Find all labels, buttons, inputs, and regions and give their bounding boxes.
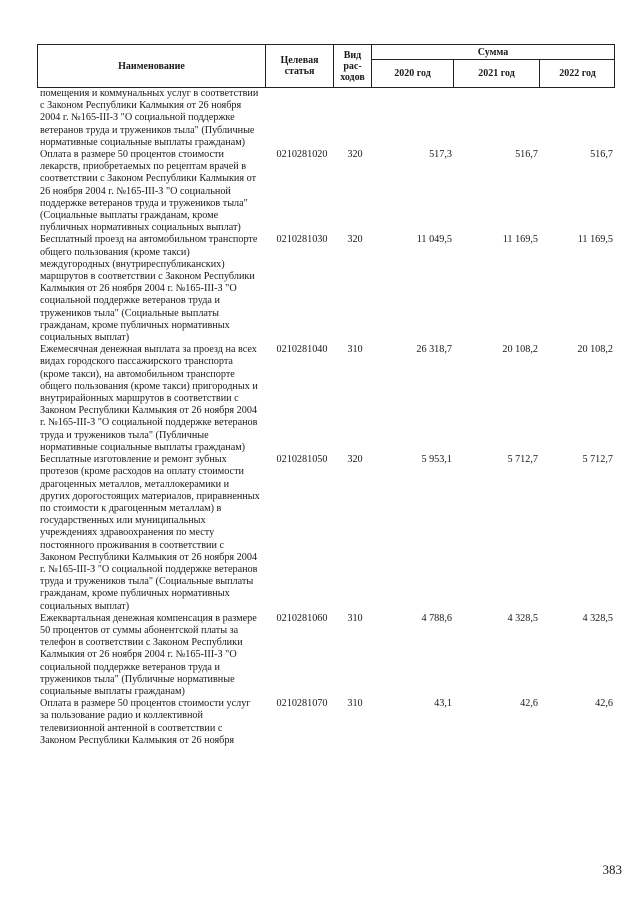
row-code: 0210281030	[276, 234, 328, 246]
row-code: 0210281020	[276, 149, 328, 161]
row-value-2020: 43,1	[434, 698, 452, 710]
row-value-2021: 42,6	[520, 698, 538, 710]
header-year-2022: 2022 год	[559, 67, 596, 79]
row-code: 0210281070	[276, 698, 328, 710]
row-value-2022: 516,7	[590, 149, 613, 161]
row-value-2020: 517,3	[429, 149, 452, 161]
row-name: Ежемесячная денежная выплата за проезд на всех видах городского пассажирского транспорта (кроме такси), на автомобильном транспорте общего пользования (кроме такси) пригородных и внутрирайонных маршрутов в соответствии с Законом Республики Калмыкия от 26 ноября 2004 г. №165-III-З "О социальной поддержке ветеранов труда и тружеников тыла" (Публичные нормативные социальные выплаты гражданам)	[40, 344, 258, 453]
row-name: Оплата в размере 50 процентов стоимости услуг за пользование радио и коллективной телевизионной антенной в соответствии с Законом Республики Калмыкия от 26 ноября	[40, 698, 251, 746]
table-row	[40, 344, 615, 454]
page-number: 383	[602, 862, 622, 877]
row-name: Ежеквартальная денежная компенсация в размере 50 процентов от суммы абонентской платы за телефон в соответствии с Законом Республики Калмыкия от 26 ноября 2004 г. №165-III-З "О социальной поддержке ветеранов труда и тружеников тыла" (Публичные нормативные социальные выплаты гражданам)	[40, 612, 257, 697]
header-expense-type: Вид рас-ходов	[334, 45, 372, 87]
table-row	[40, 234, 615, 344]
row-value-2020: 26 318,7	[416, 344, 452, 356]
row-value-2022: 42,6	[595, 698, 613, 710]
row-value-2020: 4 788,6	[421, 612, 452, 624]
table-row	[40, 88, 615, 149]
row-value-2020: 5 953,1	[421, 454, 452, 466]
row-value-2022: 20 108,2	[577, 344, 613, 356]
table-body	[40, 88, 615, 747]
row-value-2022: 11 169,5	[577, 234, 613, 246]
row-expense-type: 320	[347, 234, 363, 246]
table-row	[40, 613, 615, 698]
row-code: 0210281040	[276, 344, 328, 356]
row-value-2020: 11 049,5	[416, 234, 452, 246]
header-year-2021: 2021 год	[454, 59, 540, 87]
table-header	[37, 44, 615, 88]
row-code: 0210281050	[276, 454, 328, 466]
row-value-2021: 4 328,5	[507, 612, 538, 624]
header-code: Целевая статья	[266, 45, 334, 87]
row-value-2021: 5 712,7	[507, 454, 538, 466]
row-name: Бесплатные изготовление и ремонт зубных протезов (кроме расходов на оплату стоимости драгоценных металлов, металлокерамики и других дорогостоящих материалов, приравненных по стоимости к драгоценным металлам) в государственных или муниципальных учреждениях здравоохранения по месту постоянного проживания в соответствии с Законом Республики Калмыкия от 26 ноября 2004 г. №165-III-З "О социальной поддержке ветеранов труда и тружеников тыла" (Социальные выплаты гражданам, кроме публичных нормативных социальных выплат)	[40, 454, 260, 612]
row-name: Оплата в размере 50 процентов стоимости лекарств, приобретаемых по рецептам врачей в соответствии с Законом Республики Калмыкия от 26 ноября 2004 г. №165-III-З "О социальной поддержке ветеранов труда и тружеников тыла" (Социальные выплаты гражданам, кроме публичных нормативных социальных выплат)	[40, 149, 257, 234]
row-name: Бесплатный проезд на автомобильном транспорте общего пользования (кроме такси) междугородных (внутриреспубликанских) маршрутов в соответствии с Законом Республики Калмыкия от 26 ноября 2004 г. №165-III-З "О социальной поддержке ветеранов труда и тружеников тыла" (Социальные выплаты гражданам, кроме публичных нормативных социальных выплат)	[40, 234, 258, 344]
row-code: 0210281060	[276, 612, 328, 624]
row-value-2021: 516,7	[515, 149, 538, 161]
row-value-2021: 11 169,5	[502, 234, 538, 246]
header-name: Наименование	[38, 45, 266, 87]
table-row	[40, 454, 615, 613]
row-name: помещения и коммунальных услуг в соответствии с Законом Республики Калмыкия от 26 ноября 2004 г. №165-III-З "О социальной поддержке ветеранов труда и тружеников тыла" (Публичные нормативные социальные выплаты гражданам)	[40, 88, 259, 148]
header-year-2020: 2020 год	[372, 59, 454, 87]
table-row	[40, 698, 615, 747]
header-sum: Сумма	[372, 45, 614, 60]
row-expense-type: 310	[347, 612, 363, 624]
row-expense-type: 320	[347, 149, 363, 161]
row-value-2022: 4 328,5	[582, 612, 613, 624]
row-expense-type: 310	[347, 344, 363, 356]
row-expense-type: 310	[347, 698, 363, 710]
table-row	[40, 149, 615, 234]
row-value-2021: 20 108,2	[502, 344, 538, 356]
row-value-2022: 5 712,7	[582, 454, 613, 466]
row-expense-type: 320	[347, 454, 363, 466]
